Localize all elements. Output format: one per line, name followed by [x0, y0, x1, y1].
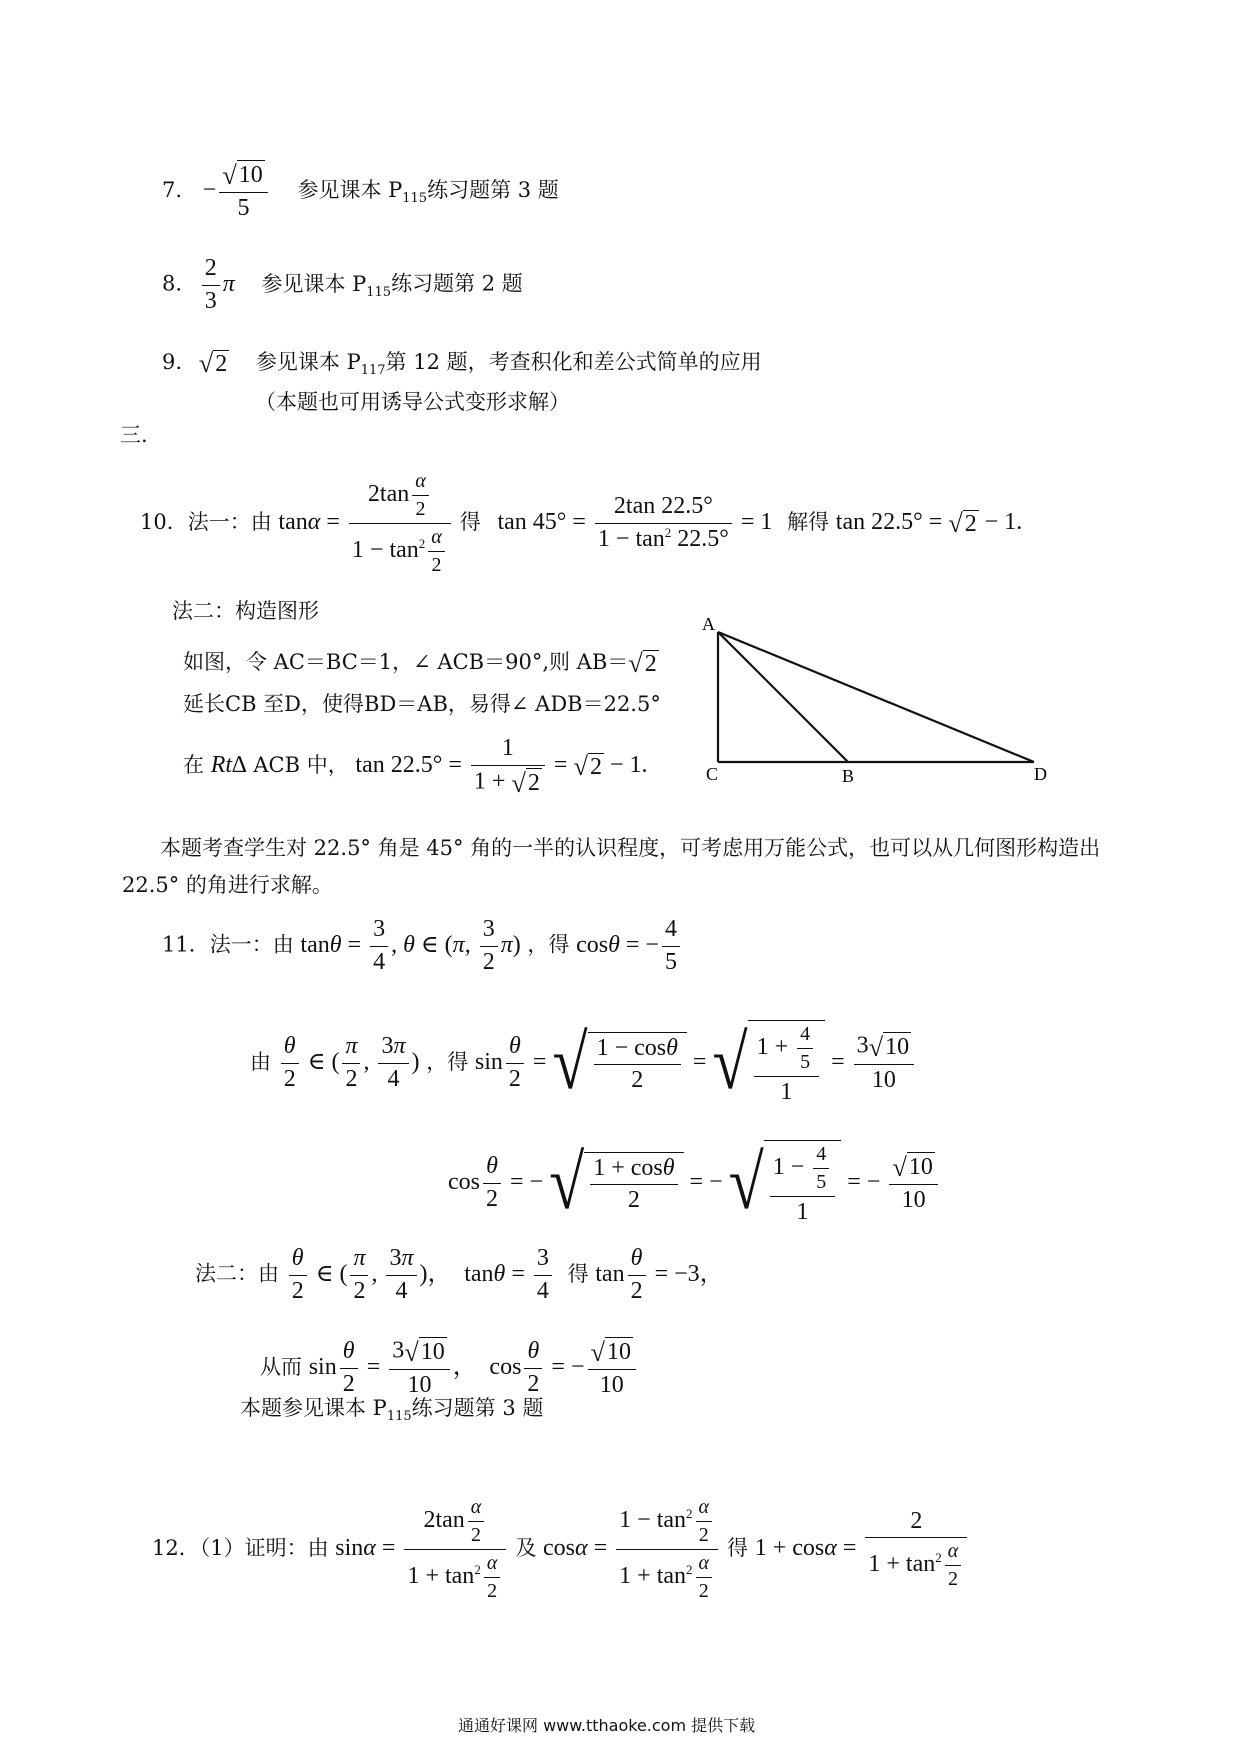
label-c: C: [706, 764, 719, 784]
answer-11-sin-half: 由 $\frac{\theta}{2}$ ∈ ( $\frac{\pi}{2}$ , $\frac{3\pi}{4}$ ) ，得 sin $\frac{\theta}{2}$ = √ $\frac{1 - \cos\theta}{2}$ = √ 1 + $\frac{4}{5}$ 1 = $\frac{3√10}{10}$: [250, 1020, 917, 1107]
answer-12-part-1: 12．（1）证明：由 sinα = 2tan $\frac{\alpha}{2}$ $1 + \tan^2$ $\frac{\alpha}{2}$ 及 cosα = $1 - \tan^2$ $\frac{\alpha}{2}$ $1 + \tan^2$ $\frac{\alpha}{2}$ 得 1 + cosα = 2 $1 + \tan^2$ $\frac{\alpha}{2}$: [152, 1496, 970, 1603]
label-a: A: [702, 616, 715, 634]
answer-10-method-2-line-2: 延长CB 至D，使得BD＝AB，易得∠ ADB＝22.5°: [183, 692, 661, 716]
answer-10-remark-2: 22.5° 的角进行求解。: [122, 873, 333, 897]
answer-10-method-2-title: 法二：构造图形: [172, 599, 319, 623]
answer-11-method-1: 11．法一：由 tanθ = $\frac{3}{4}$ , θ ∈ (π, $\frac{3}{2}$ π) ，得 cosθ = − $\frac{4}{5}$: [162, 916, 683, 976]
answer-11-method-2: 法二：由 $\frac{\theta}{2}$ ∈ ( $\frac{\pi}{2}$ , $\frac{3\pi}{4}$ )， tanθ = $\frac{3}{4}$ 得 tan $\frac{\theta}{2}$ = −3，: [195, 1245, 724, 1304]
answer-11-cos-half: cos $\frac{\theta}{2}$ = − √ $\frac{1 + \cos\theta}{2}$ = − √ 1 − $\frac{4}{5}$ 1 = − $\frac{√10}{10}$: [448, 1140, 941, 1227]
answer-8: 8. $\frac{2}{3}$ π 参见课本 $P_{115}$练习题第 2 题: [162, 255, 523, 314]
triangle-figure: [700, 616, 1060, 786]
section-three-heading: 三.: [120, 423, 148, 447]
answer-10-method-2-line-3: 在 Rt∆ ACB 中， tan 22.5° = $\frac{1}{1 + √2}$ = √2 − 1.: [183, 735, 648, 798]
answer-10-method-1: 10．法一：由 tanα = 2tan $\frac{\alpha}{2}$ $1 - \tan^2$ $\frac{\alpha}{2}$ 得 tan 45° = $\frac{2\tan 22.5^\circ}{1 - \tan^2 22.5^\circ}$ = 1 解得 tan 22.5° = √2 − 1.: [140, 470, 1023, 576]
answer-11-method-2-result: 从而 sin $\frac{\theta}{2}$ = $\frac{3√10}{10}$ ， cos $\frac{\theta}{2}$ = − $\frac{√10}{10}$: [260, 1337, 639, 1400]
answer-9-note: （本题也可用诱导公式变形求解）: [255, 390, 570, 414]
answer-7: 7. − $\frac{√10}{5}$ 参见课本 $P_{115}$练习题第 3 题: [162, 160, 559, 222]
segment-ab: [718, 632, 848, 762]
page-footer: 通通好课网 www.tthaoke.com 提供下载: [458, 1716, 756, 1735]
answer-10-method-2-line-1: 如图，令 AC＝BC＝1，∠ ACB＝90°,则 AB＝√2: [183, 648, 657, 679]
answer-11-reference: 本题参见课本 $P_{115}$练习题第 3 题: [240, 1396, 544, 1425]
segment-ad: [718, 632, 1034, 762]
answer-9: 9. √2 参见课本 $P_{117}$第 12 题，考查积化和差公式简单的应用: [162, 348, 762, 379]
label-d: D: [1034, 764, 1047, 784]
label-b: B: [842, 766, 855, 786]
answer-10-remark-1: 本题考查学生对 22.5° 角是 45° 角的一半的认识程度，可考虑用万能公式，也可以从几何图形构造出: [160, 836, 1101, 860]
